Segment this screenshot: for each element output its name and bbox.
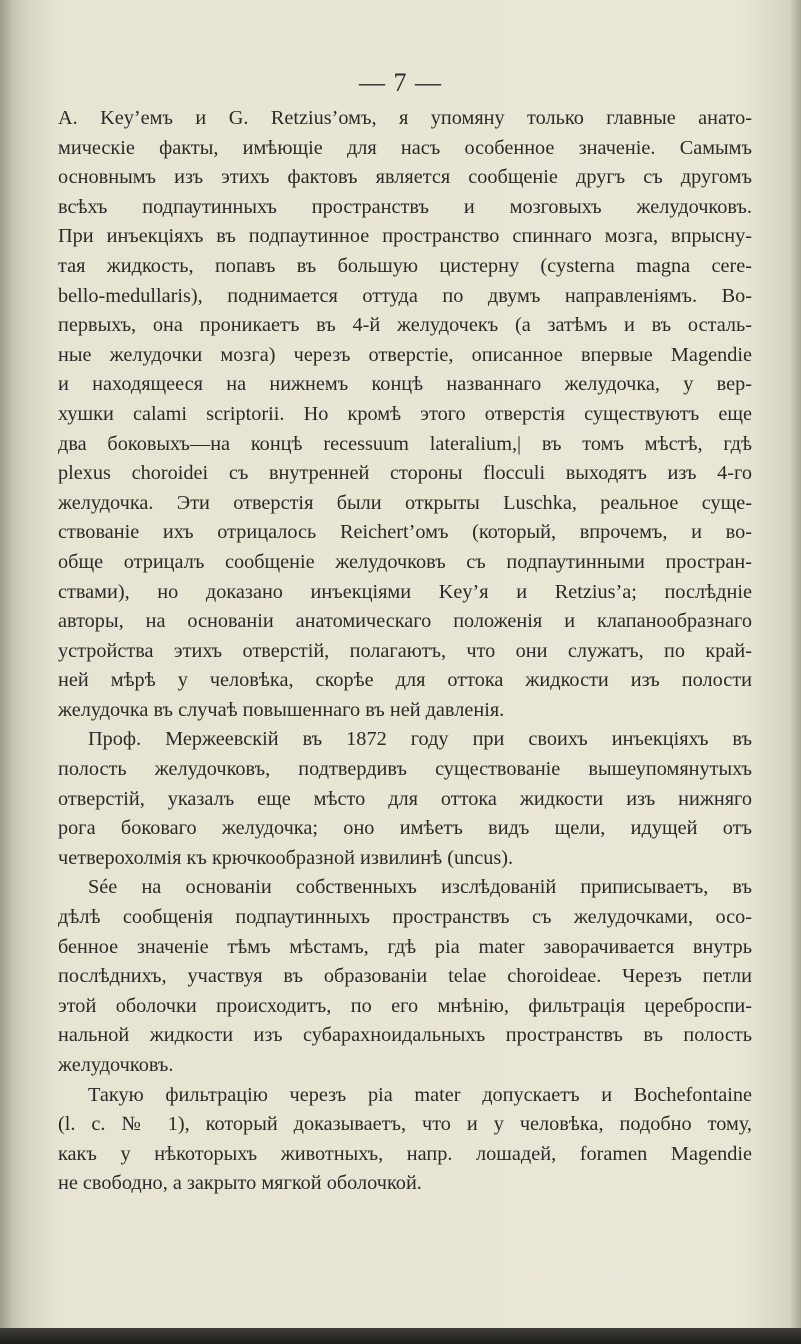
text-line: четверохолмія къ крючкообразной извилинѣ (uncus). [58,846,514,869]
text-line: первыхъ, она проникаетъ въ 4-й желудочекъ (а затѣмъ и въ осталь- [58,314,752,337]
text-line: plexus choroidei съ внутренней стороны flocculi выходятъ изъ 4-го [58,462,752,485]
text-line: А. Key’емъ и G. Retzius’омъ, я упомяну только главные анато- [58,107,752,129]
text-line: бенное значеніе тѣмъ мѣстамъ, гдѣ pia mater заворачивается внутрь [58,935,752,958]
text-line: какъ у нѣкоторыхъ животныхъ, напр. лошадей, foramen Magendie [58,1142,752,1165]
page-bottom-edge [0,1328,801,1344]
text-line: тая жидкость, попавъ въ большую цистерну (cysterna magna cere- [58,254,752,277]
text-line: и находящееся на нижнемъ концѣ названнаго желудочка, у вер- [58,373,752,396]
body-text [58,104,752,1199]
text-line: ствованіе ихъ отрицалось Reichert’омъ (который, впрочемъ, и во- [58,521,752,544]
page-edge-left [0,0,14,1344]
text-line: дѣлѣ сообщенія подпаутинныхъ пространствъ съ желудочками, осо- [58,906,752,929]
text-line: При инъекціяхъ въ подпаутинное пространство спиннаго мозга, впрысну- [58,225,752,248]
text-line: (l. c. № 1), который доказываетъ, что и у человѣка, подобно тому, [58,1113,752,1136]
text-line: ствами), но доказано инъекціями Key’я и Retzius’а; послѣдніе [58,580,752,603]
text-line: Проф. Мержеевскій въ 1872 году при своихъ инъекціяхъ въ [88,728,752,751]
text-line: нальной жидкости изъ субарахноидальныхъ пространствъ въ полость [58,1024,752,1047]
text-line: этой оболочки происходитъ, по его мнѣнію, фильтрація цереброспи- [58,994,752,1017]
text-line: хушки calami scriptorii. Но кромѣ этого отверстія существуютъ еще [58,402,752,425]
text-line: Такую фильтрацію черезъ pia mater допускаетъ и Bochefontaine [88,1083,752,1106]
page-edge-right [791,0,801,1344]
text-line: рога боковаго желудочка; оно имѣетъ видъ щели, идущей отъ [58,817,752,840]
text-line: не свободно, а закрыто мягкой оболочкой. [58,1172,422,1195]
text-line: всѣхъ подпаутинныхъ пространствъ и мозговыхъ желудочковъ. [58,195,752,218]
text-line: желудочка. Эти отверстія были открыты Luschka, реальное суще- [58,491,752,514]
page-number: — 7 — [359,68,442,97]
text-line: bello-medullaris), поднимается оттуда по двумъ направленіямъ. Во- [58,284,752,307]
text-line: желудочковъ. [58,1054,174,1076]
text-line: полость желудочковъ, подтвердивъ существованіе вышеупомянутыхъ [58,758,752,781]
text-line: отверстій, указалъ еще мѣсто для оттока жидкости изъ нижняго [58,787,752,810]
text-line: авторы, на основаніи анатомическаго положенія и клапанообразнаго [58,610,752,633]
text-line: желудочка въ случаѣ повышеннаго въ ней давленія. [58,698,505,721]
text-line: обще отрицалъ сообщеніе желудочковъ съ подпаутинными простран- [58,550,752,573]
text-line: два боковыхъ—на концѣ recessuum lateralium,| въ томъ мѣстѣ, гдѣ [58,432,752,455]
text-line: основнымъ изъ этихъ фактовъ является сообщеніе другъ съ другомъ [58,166,752,189]
text-line: устройства этихъ отверстій, полагаютъ, что они служатъ, по край- [58,639,752,662]
text-line: послѣднихъ, участвуя въ образованіи telae choroideae. Черезъ петли [58,965,752,988]
text-line: мическіе факты, имѣющіе для насъ особенное значеніе. Самымъ [58,136,752,159]
text-line: ные желудочки мозга) черезъ отверстіе, описанное впервые Magendie [58,343,752,366]
text-line: Sée на основаніи собственныхъ изслѣдованій приписываетъ, въ [88,876,752,899]
text-line: ней мѣрѣ у человѣка, скорѣе для оттока жидкости изъ полости [58,669,752,692]
